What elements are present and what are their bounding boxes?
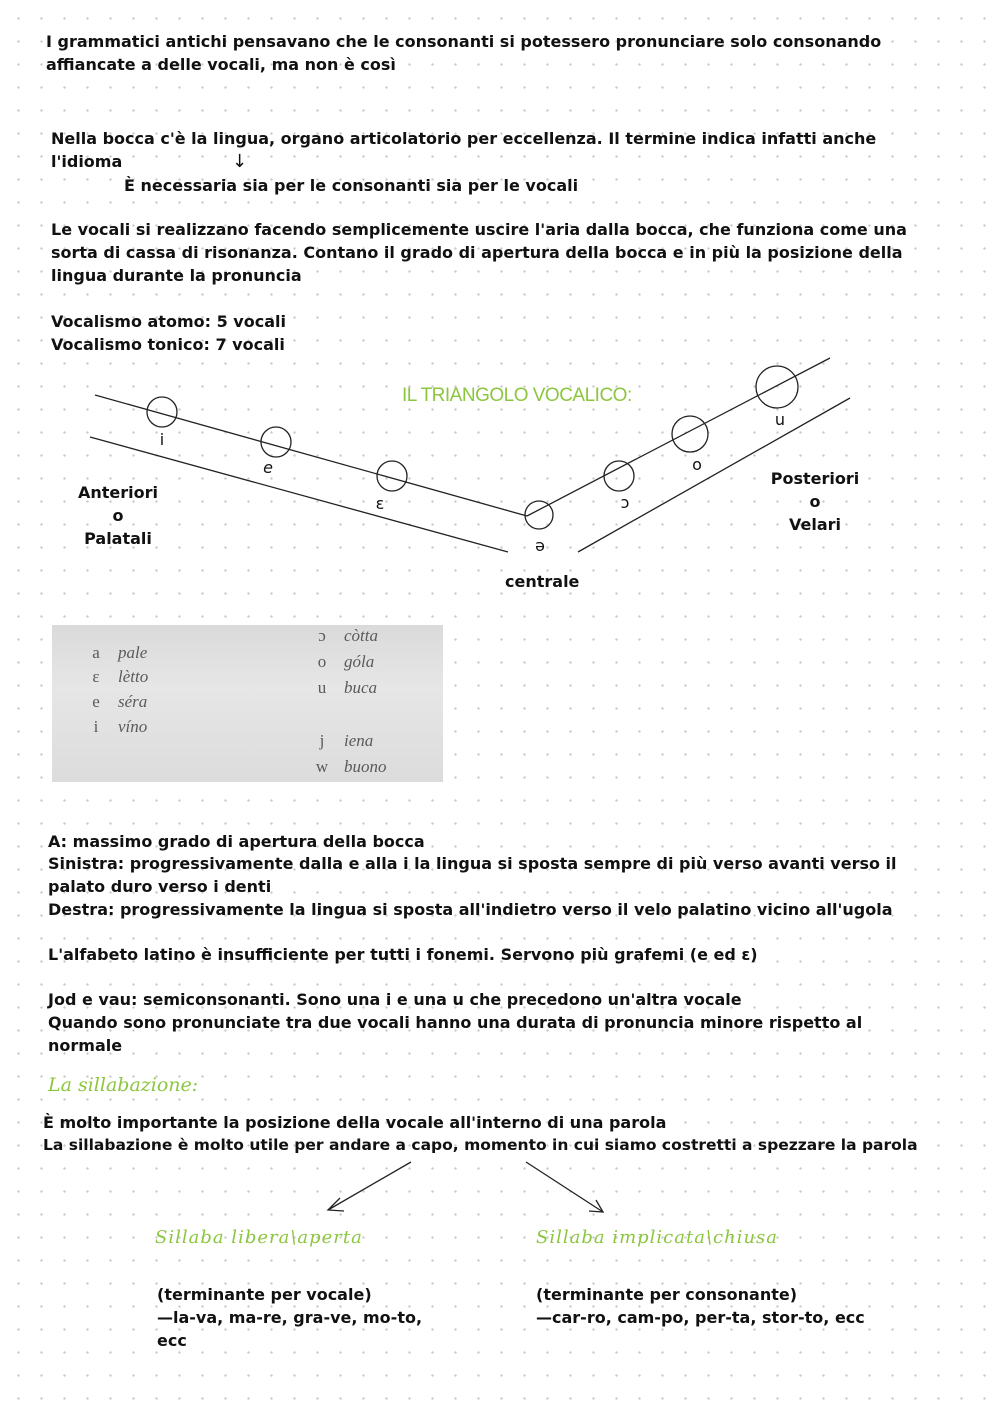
vowel-circle-open-o xyxy=(604,461,634,491)
sillabazione-line-1: È molto importante la posizione della vocale all'interno di una parola xyxy=(43,1113,667,1132)
vowel-circle-u xyxy=(756,366,798,408)
vowel-row: ε lètto xyxy=(92,667,149,686)
vowel-label-u: u xyxy=(774,410,786,429)
vowel-row: ɔ còtta xyxy=(318,626,378,645)
vowel-row: w buono xyxy=(315,757,387,776)
arrow-right-icon xyxy=(526,1162,603,1212)
note-sinistra: Sinistra: progressivamente dalla e alla i la lingua si sposta sempre di più verso avanti verso il palato duro verso i denti xyxy=(48,854,897,896)
vowel-label-o: o xyxy=(692,455,702,474)
vowel-circle-e xyxy=(261,427,291,457)
vowel-label-schwa: ə xyxy=(535,536,545,555)
note-destra: Destra: progressivamente la lingua si sposta all'indietro verso il velo palatino vicino all'ugola xyxy=(48,900,893,919)
vowel-row: e séra xyxy=(92,692,148,711)
sillabazione-heading: La sillabazione: xyxy=(48,1074,199,1096)
vowel-row: u buca xyxy=(317,678,378,697)
vowel-label-open-o: ɔ xyxy=(620,493,630,512)
vocali-paragraph: Le vocali si realizzano facendo semplicemente uscire l'aria dalla bocca, che funziona come una sorta di cassa di risonanza. Contano il grado di apertura della bocca e in più la posizione della lingua durante la pronuncia xyxy=(51,220,907,285)
centrale-label: centrale xyxy=(505,572,580,591)
sillaba-libera-desc: (terminante per vocale) xyxy=(157,1285,372,1304)
vowel-circle-i xyxy=(147,397,177,427)
vowel-row: j iena xyxy=(319,731,374,750)
arrowhead-right-icon xyxy=(589,1200,603,1212)
sillaba-libera-title: Sillaba libera\aperta xyxy=(155,1227,363,1248)
vowel-circle-o xyxy=(672,416,708,452)
down-arrow-icon: ↓ xyxy=(232,151,248,172)
arrow-left-icon xyxy=(328,1162,411,1210)
arrowhead-left-icon xyxy=(328,1198,344,1211)
sillaba-implicata-examples: —car-ro, cam-po, per-ta, stor-to, ecc xyxy=(536,1308,865,1327)
lingua-paragraph: Nella bocca c'è la lingua, organo articolatorio per eccellenza. Il termine indica infatti anche l'idioma xyxy=(51,129,877,171)
vowel-circle-epsilon xyxy=(377,461,407,491)
posteriori-label: Posteriori o Velari xyxy=(770,469,860,534)
sillaba-implicata-desc: (terminante per consonante) xyxy=(536,1285,798,1304)
vowel-row: a pale xyxy=(92,643,148,662)
sillaba-implicata-title: Sillaba implicata\chiusa xyxy=(536,1227,779,1248)
triangle-title: IL TRIANGOLO VOCALICO: xyxy=(402,385,632,406)
vowel-label-e: e xyxy=(263,458,273,477)
vocalismo-atono: Vocalismo atomo: 5 vocali xyxy=(51,312,286,331)
note-alfabeto: L'alfabeto latino è insufficiente per tutti i fonemi. Servono più grafemi (e ed ε) xyxy=(48,945,758,964)
vowel-table-photo xyxy=(52,625,443,782)
vowel-row: o góla xyxy=(317,652,375,671)
note-a: A: massimo grado di apertura della bocca xyxy=(48,832,425,851)
lingua-note: È necessaria sia per le consonanti sia per le vocali xyxy=(124,176,579,195)
vowel-label-i: i xyxy=(159,430,165,449)
intro-paragraph: I grammatici antichi pensavano che le consonanti si potessero pronunciare solo consonando affiancate a delle vocali, ma non è così xyxy=(46,32,882,74)
sillaba-libera-examples: —la-va, ma-re, gra-ve, mo-to, ecc xyxy=(157,1308,423,1350)
anteriori-label: Anteriori o Palatali xyxy=(77,483,158,548)
vowel-row: i víno xyxy=(93,717,148,736)
note-jod-vau: Jod e vau: semiconsonanti. Sono una i e una u che precedono un'altra vocale xyxy=(48,990,742,1009)
sillabazione-line-2: La sillabazione è molto utile per andare a capo, momento in cui siamo costretti a spezzare la parola xyxy=(43,1136,918,1154)
note-quando: Quando sono pronunciate tra due vocali hanno una durata di pronuncia minore rispetto al normale xyxy=(48,1013,863,1055)
vowel-label-epsilon: ε xyxy=(375,494,385,513)
vocalismo-tonico: Vocalismo tonico: 7 vocali xyxy=(51,335,285,354)
